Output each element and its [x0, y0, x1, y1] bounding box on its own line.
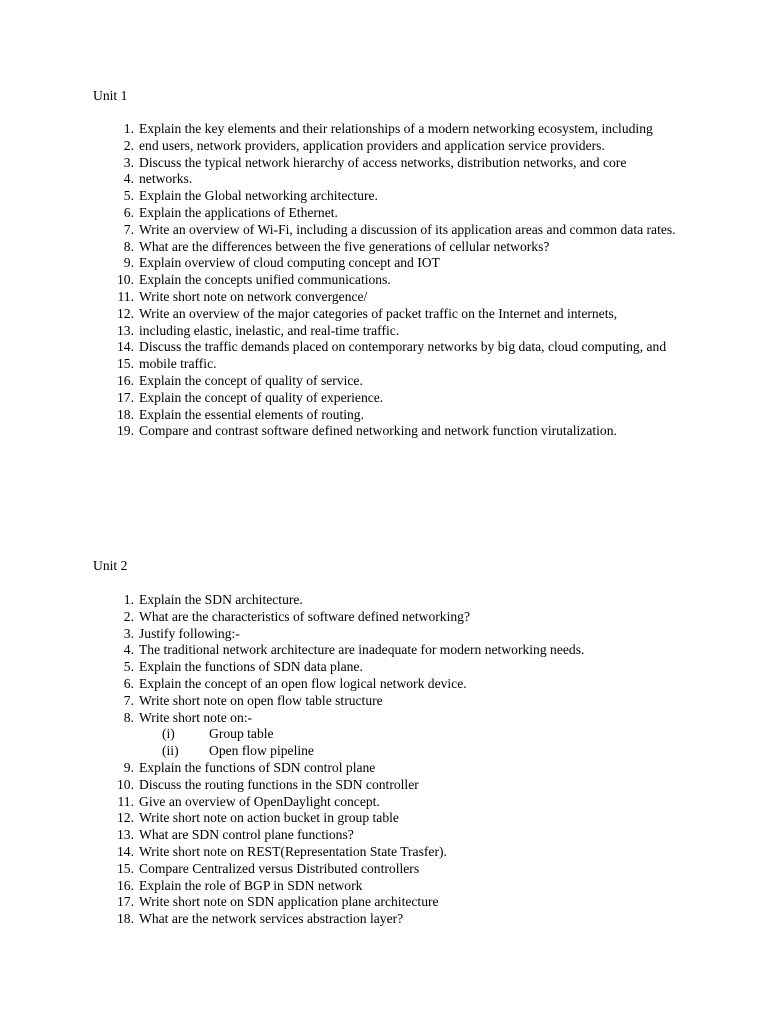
question-item	[0, 289, 680, 306]
question-item	[0, 138, 680, 155]
question-number: 10.	[117, 776, 134, 792]
question-item	[0, 373, 680, 390]
question-text: Explain the Global networking architecture.	[139, 188, 378, 204]
question-text: Explain the SDN architecture.	[139, 592, 303, 607]
question-number: 18.	[117, 406, 134, 422]
question-number: 4.	[123, 171, 134, 187]
question-number: 7.	[123, 221, 134, 237]
question-number: 2.	[123, 137, 134, 153]
question-item	[0, 407, 680, 424]
question-number: 3.	[123, 154, 134, 170]
question-item	[0, 171, 680, 188]
question-text: Explain the role of BGP in SDN network	[139, 877, 363, 893]
question-number: 4.	[123, 642, 134, 658]
unit-2-heading: Unit 2	[93, 558, 128, 573]
question-item	[0, 423, 680, 440]
question-text: Compare and contrast software defined networking and network function virutalization.	[139, 423, 617, 439]
question-number: 15.	[117, 356, 134, 372]
question-number: 18.	[117, 911, 134, 927]
question-text: Compare Centralized versus Distributed controllers	[139, 860, 420, 876]
question-text: Discuss the traffic demands placed on contemporary networks by big data, cloud computing, and	[139, 339, 667, 355]
question-number: 16.	[117, 372, 134, 388]
question-text: Explain the concepts unified communications.	[139, 272, 391, 288]
question-number: 17.	[117, 389, 134, 405]
sub-question-item	[139, 726, 680, 743]
question-item	[0, 239, 680, 256]
question-number: 6.	[123, 675, 134, 691]
question-text: Give an overview of OpenDaylight concept.	[139, 793, 380, 809]
question-item	[0, 911, 680, 928]
unit-2-question-list	[0, 592, 680, 928]
question-number: 14.	[117, 339, 134, 355]
question-text: Explain overview of cloud computing concept and IOT	[139, 255, 440, 271]
question-text: Write short note on network convergence/	[139, 288, 368, 304]
question-item	[0, 390, 680, 407]
question-item	[0, 306, 680, 323]
question-item	[0, 272, 680, 289]
question-text: Write short note on SDN application plane architecture	[139, 894, 439, 910]
sub-question-number: (ii)	[162, 743, 179, 759]
question-text: What are SDN control plane functions?	[139, 827, 354, 843]
question-text: What are the network services abstraction layer?	[139, 911, 404, 927]
question-number: 10.	[117, 272, 134, 288]
question-number: 8.	[123, 238, 134, 254]
question-item	[0, 356, 680, 373]
question-text: including elastic, inelastic, and real-time traffic.	[139, 322, 400, 338]
question-number: 2.	[123, 608, 134, 624]
question-item	[0, 659, 680, 676]
question-item	[0, 188, 680, 205]
question-item	[0, 710, 680, 760]
sub-question-text: Open flow pipeline	[209, 743, 314, 759]
question-item	[0, 810, 680, 827]
question-number: 15.	[117, 860, 134, 876]
question-number: 9.	[123, 255, 134, 271]
question-text: Explain the concept of quality of experience.	[139, 389, 384, 405]
question-item	[0, 339, 680, 356]
question-number: 13.	[117, 322, 134, 338]
question-item	[0, 693, 680, 710]
question-item	[0, 794, 680, 811]
question-number: 17.	[117, 894, 134, 910]
question-item	[0, 609, 680, 626]
question-text: networks.	[139, 171, 193, 187]
question-item	[0, 861, 680, 878]
question-item	[0, 626, 680, 643]
question-number: 12.	[117, 810, 134, 826]
question-text: What are the characteristics of software defined networking?	[139, 608, 471, 624]
question-text: Explain the functions of SDN control plane	[139, 759, 376, 775]
question-text: Justify following:-	[139, 625, 240, 641]
sub-question-item	[139, 743, 680, 760]
question-number: 12.	[117, 305, 134, 321]
question-item	[0, 592, 680, 609]
question-text: Write short note on REST(Representation State Trasfer).	[139, 843, 447, 859]
unit-1-heading: Unit 1	[93, 88, 128, 103]
question-item	[0, 323, 680, 340]
question-text: Write short note on action bucket in group table	[139, 810, 399, 826]
question-text: The traditional network architecture are inadequate for modern networking needs.	[139, 642, 585, 658]
question-number: 14.	[117, 843, 134, 859]
question-number: 1.	[123, 121, 134, 136]
question-text: Explain the concept of an open flow logical network device.	[139, 675, 467, 691]
question-text: What are the differences between the five generations of cellular networks?	[139, 238, 550, 254]
question-text: Discuss the typical network hierarchy of access networks, distribution networks, and core	[139, 154, 627, 170]
question-number: 1.	[123, 592, 134, 607]
question-text: end users, network providers, application providers and application service providers.	[139, 137, 605, 153]
question-text: Explain the functions of SDN data plane.	[139, 659, 363, 675]
question-text: Explain the applications of Ethernet.	[139, 204, 338, 220]
question-item	[0, 121, 680, 138]
question-text: Explain the concept of quality of service.	[139, 372, 363, 388]
question-text: Discuss the routing functions in the SDN controller	[139, 776, 419, 792]
question-item	[0, 642, 680, 659]
question-item	[0, 222, 680, 239]
question-number: 13.	[117, 827, 134, 843]
question-text: Explain the essential elements of routing.	[139, 406, 364, 422]
question-text: Write short note on open flow table structure	[139, 692, 383, 708]
question-item	[0, 205, 680, 222]
sub-question-text: Group table	[209, 726, 274, 742]
question-number: 5.	[123, 659, 134, 675]
question-text: Explain the key elements and their relationships of a modern networking ecosystem, including	[139, 121, 653, 136]
question-item	[0, 255, 680, 272]
question-number: 5.	[123, 188, 134, 204]
question-number: 8.	[123, 709, 134, 725]
question-text: mobile traffic.	[139, 356, 217, 372]
question-number: 9.	[123, 759, 134, 775]
question-text: Write short note on:-	[139, 709, 253, 725]
question-item	[0, 760, 680, 777]
unit-1-question-list	[0, 121, 680, 440]
question-item	[0, 676, 680, 693]
question-number: 11.	[117, 793, 134, 809]
question-number: 11.	[117, 288, 134, 304]
question-number: 16.	[117, 877, 134, 893]
question-number: 6.	[123, 204, 134, 220]
question-number: 19.	[117, 423, 134, 439]
question-item	[0, 155, 680, 172]
question-item	[0, 777, 680, 794]
question-item	[0, 894, 680, 911]
question-item	[0, 878, 680, 895]
question-number: 3.	[123, 625, 134, 641]
sub-question-number: (i)	[162, 726, 175, 742]
sub-question-list	[139, 726, 680, 760]
question-number: 7.	[123, 692, 134, 708]
question-item	[0, 844, 680, 861]
question-text: Write an overview of Wi-Fi, including a discussion of its application areas and common data rates.	[139, 221, 676, 237]
question-text: Write an overview of the major categories of packet traffic on the Internet and internets,	[139, 305, 618, 321]
question-item	[0, 827, 680, 844]
